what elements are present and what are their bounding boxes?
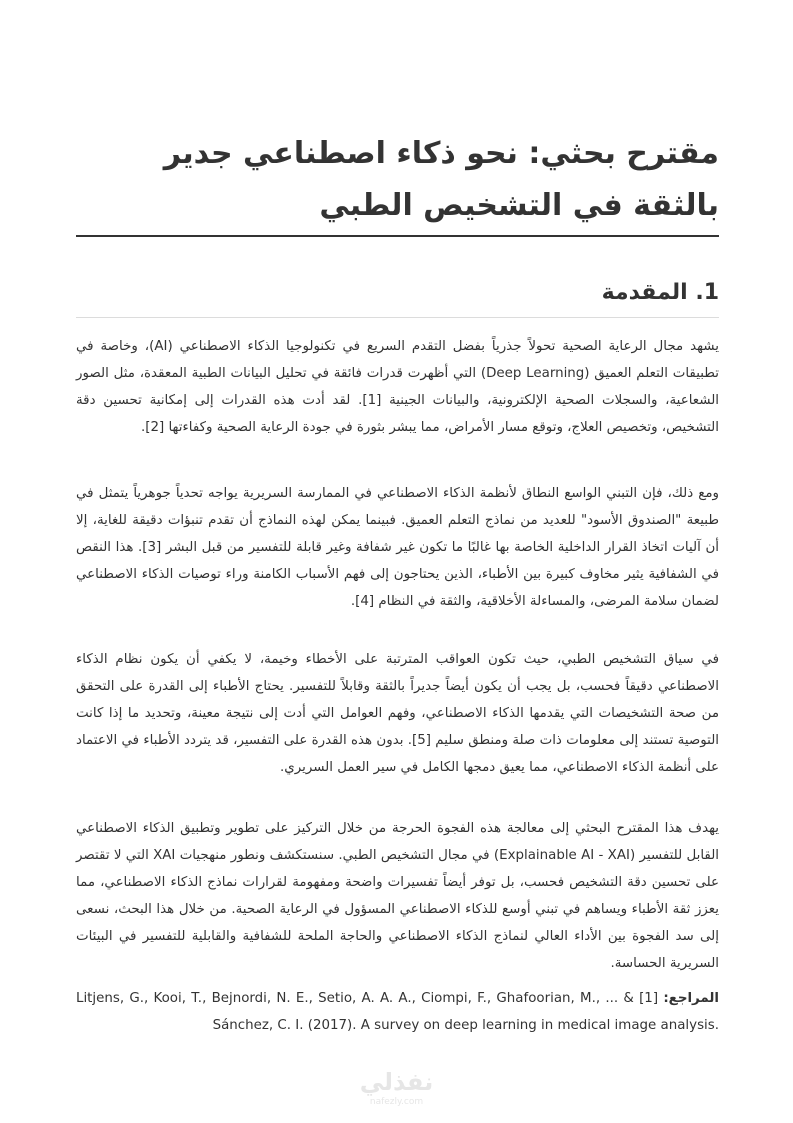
reference-entry: Litjens, G., Kooi, T., Bejnordi, N. E., Setio, A. A. A., Ciompi, F., Ghafoorian, M., ... & Sánchez, C. I. (2017). A survey on deep learning in medical image analysis. xyxy=(76,991,719,1033)
watermark-arabic: نفذلي xyxy=(359,1068,434,1096)
references xyxy=(76,985,719,1039)
reference-number: [1] xyxy=(639,991,659,1006)
paragraph: في سياق التشخيص الطبي، حيث تكون العواقب المترتبة على الأخطاء وخيمة، لا يكفي أن يكون نظام الذكاء الاصطناعي دقيقاً فحسب، بل يجب أن يكون أيضاً جديراً بالثقة وقابلاً للتفسير. يحتاج الأطباء إلى القدرة على التحقق من صحة التشخيصات التي يقدمها الذكاء الاصطناعي، وفهم العوامل التي أدت إلى نتيجة معينة، وتحديد ما إذا كانت التوصية تستند إلى معلومات ذات صلة ومنطق سليم [5]. بدون هذه القدرة على التفسير، قد يتردد الأطباء في الاعتماد على أنظمة الذكاء الاصطناعي، مما يعيق دمجها الكامل في سير العمل السريري. xyxy=(76,652,719,775)
paragraph: يشهد مجال الرعاية الصحية تحولاً جذرياً بفضل التقدم السريع في تكنولوجيا الذكاء الاصطناعي (AI)، وخاصة في تطبيقات التعلم العميق (Deep Learning) التي أظهرت قدرات فائقة في تحليل البيانات الطبية المعقدة، مثل الصور الشعاعية، والسجلات الصحية الإلكترونية، والبيانات الجينية [1]. لقد أدت هذه القدرات إلى إمكانية تحسين دقة التشخيص، وتخصيص العلاج، وتوقع مسار الأمراض، مما يبشر بثورة في جودة الرعاية الصحية وكفاءتها [2]. xyxy=(76,339,719,435)
paragraph: يهدف هذا المقترح البحثي إلى معالجة هذه الفجوة الحرجة من خلال التركيز على تطوير وتطبيق الذكاء الاصطناعي القابل للتفسير (Explainable AI - XAI) في مجال التشخيص الطبي. سنستكشف ونطور منهجيات XAI التي لا تقتصر على تحسين دقة التشخيص فحسب، بل توفر أيضاً تفسيرات واضحة ومفهومة لقرارات نماذج الذكاء الاصطناعي، مما يعزز ثقة الأطباء ويساهم في تبني أوسع للذكاء الاصطناعي المسؤول في الرعاية الصحية. من خلال هذا البحث، نسعى إلى سد الفجوة بين الأداء العالي لنماذج الذكاء الاصطناعي والحاجة الملحة للشفافية والقابلية للتفسير في البيئات السريرية الحساسة. xyxy=(76,821,719,971)
document-page xyxy=(76,0,719,1123)
references-label: المراجع: xyxy=(663,991,719,1006)
watermark-logo xyxy=(0,1068,793,1108)
section-heading: 1. المقدمة xyxy=(601,280,719,305)
paragraph: ومع ذلك، فإن التبني الواسع النطاق لأنظمة الذكاء الاصطناعي في الممارسة السريرية يواجه تحدياً جوهرياً يتمثل في طبيعة "الصندوق الأسود" للعديد من نماذج التعلم العميق. فبينما يمكن لهذه النماذج أن تقدم تنبؤات دقيقة للغاية، إلا أن آليات اتخاذ القرار الداخلية الخاصة بها غالبًا ما تكون غير شفافة وغير قابلة للتفسير من قبل البشر [3]. هذا النقص في الشفافية يثير مخاوف كبيرة بين الأطباء، الذين يحتاجون إلى فهم الأسباب الكامنة وراء توصيات الذكاء الاصطناعي لضمان سلامة المرضى، والمساءلة الأخلاقية، والثقة في النظام [4]. xyxy=(76,486,719,609)
watermark-latin: nafezly.com xyxy=(369,1097,424,1107)
title-divider xyxy=(76,235,719,237)
page-title: مقترح بحثي: نحو ذكاء اصطناعي جدير بالثقة في التشخيص الطبي xyxy=(163,136,719,223)
section-divider xyxy=(76,317,719,318)
